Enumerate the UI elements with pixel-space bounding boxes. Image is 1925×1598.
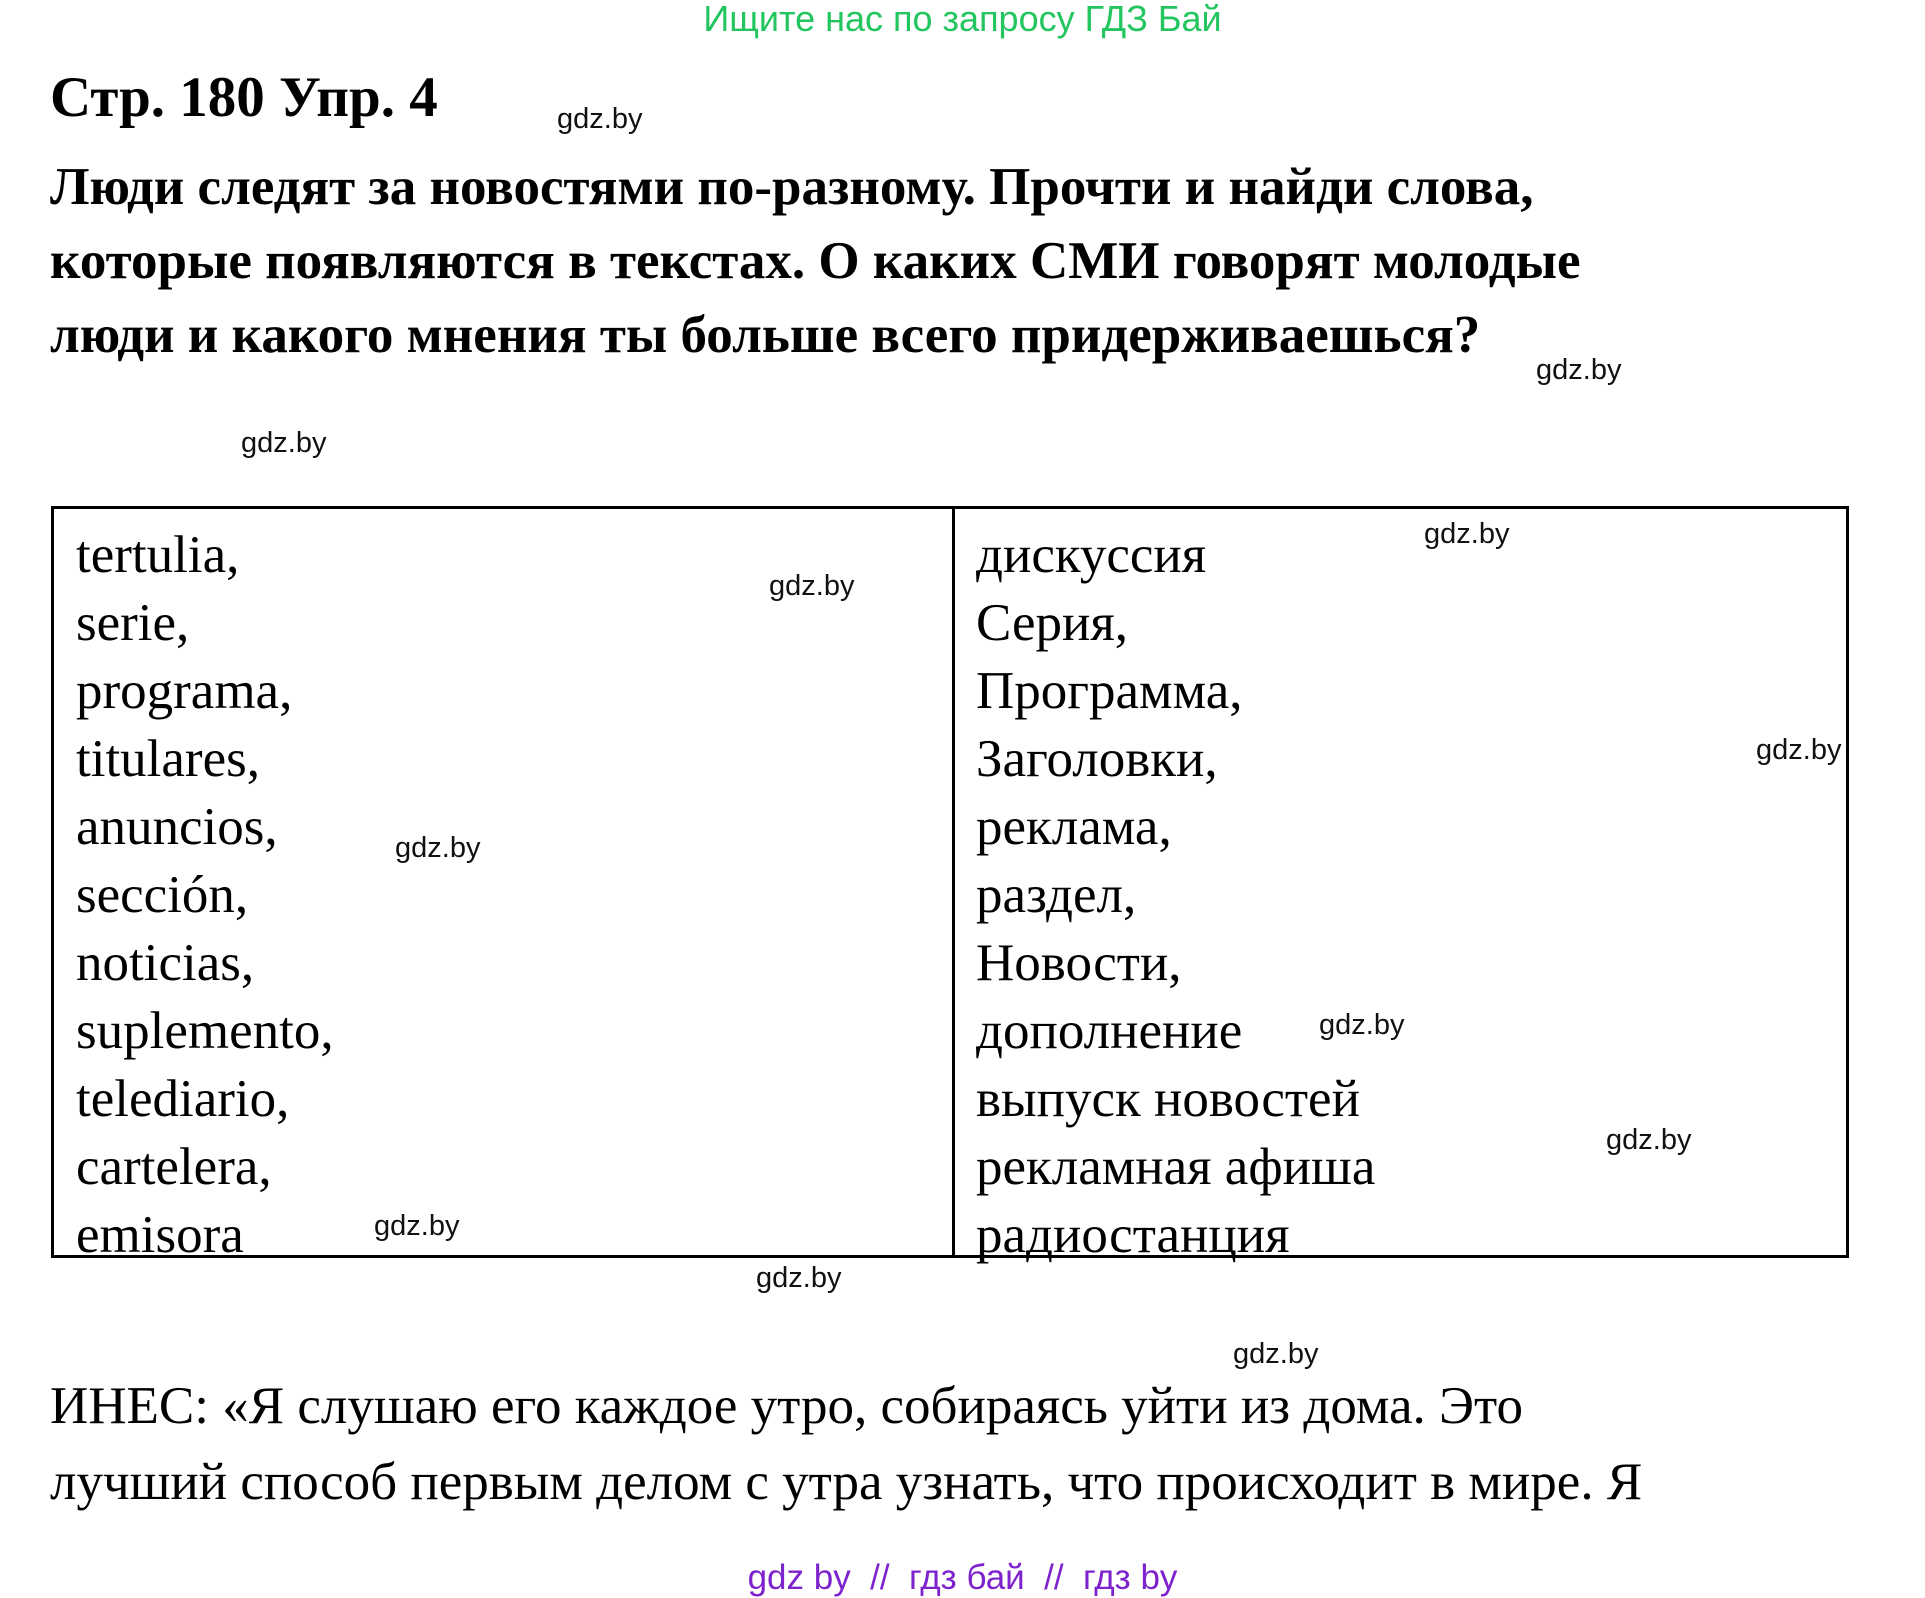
watermark: gdz.by	[1424, 518, 1510, 550]
spanish-column	[54, 509, 955, 1264]
spanish-word: cartelera,	[76, 1138, 272, 1196]
task-text	[50, 150, 1850, 372]
spanish-word: emisora	[76, 1206, 244, 1264]
spanish-word: serie,	[76, 594, 190, 652]
russian-translation: Заголовки,	[976, 730, 1218, 788]
watermark: gdz.by	[769, 570, 855, 602]
spanish-word: telediario,	[76, 1070, 290, 1128]
task-line: люди и какого мнения ты больше всего придерживаешься?	[50, 306, 1481, 364]
russian-translation: Серия,	[976, 594, 1129, 652]
watermark: gdz.by	[241, 427, 327, 459]
watermark: gdz.by	[1606, 1124, 1692, 1156]
russian-translation: раздел,	[976, 866, 1137, 924]
spanish-word: sección,	[76, 866, 249, 924]
watermark: gdz.by	[374, 1210, 460, 1242]
watermark: gdz.by	[1319, 1009, 1405, 1041]
answer-line: лучший способ первым делом с утра узнать, что происходит в мире. Я	[50, 1453, 1643, 1511]
russian-translation: Программа,	[976, 662, 1243, 720]
task-line: Люди следят за новостями по-разному. Прочти и найди слова,	[50, 158, 1534, 216]
answer-line: ИНЕС: «Я слушаю его каждое утро, собираясь уйти из дома. Это	[50, 1377, 1523, 1435]
spanish-word: anuncios,	[76, 798, 278, 856]
vocabulary-table	[51, 506, 1849, 1264]
russian-translation: дополнение	[976, 1002, 1243, 1060]
search-hint-banner: Ищите нас по запросу ГДЗ Бай	[703, 0, 1222, 39]
spanish-word: suplemento,	[76, 1002, 334, 1060]
task-line: которые появляются в текстах. О каких СМИ говорят молодые	[50, 232, 1581, 290]
watermark: gdz.by	[1756, 734, 1842, 766]
russian-translation: радиостанция	[976, 1206, 1290, 1264]
russian-translation: рекламная афиша	[976, 1138, 1376, 1196]
spanish-word: programa,	[76, 662, 293, 720]
spanish-word: noticias,	[76, 934, 255, 992]
watermark: gdz.by	[1233, 1338, 1319, 1370]
footer-links: gdz by // гдз бай // гдз by	[747, 1558, 1178, 1597]
russian-translation: реклама,	[976, 798, 1172, 856]
watermark: gdz.by	[395, 832, 481, 864]
answer-text	[50, 1368, 1870, 1520]
watermark: gdz.by	[1536, 354, 1622, 386]
spanish-word: tertulia,	[76, 526, 240, 584]
russian-translation: дискуссия	[976, 526, 1207, 584]
page-exercise-heading: Стр. 180 Упр. 4	[50, 66, 438, 129]
watermark: gdz.by	[756, 1262, 842, 1294]
watermark: gdz.by	[557, 103, 643, 135]
russian-translation: Новости,	[976, 934, 1182, 992]
spanish-word: titulares,	[76, 730, 260, 788]
russian-column	[955, 509, 1846, 1264]
russian-translation: выпуск новостей	[976, 1070, 1360, 1128]
